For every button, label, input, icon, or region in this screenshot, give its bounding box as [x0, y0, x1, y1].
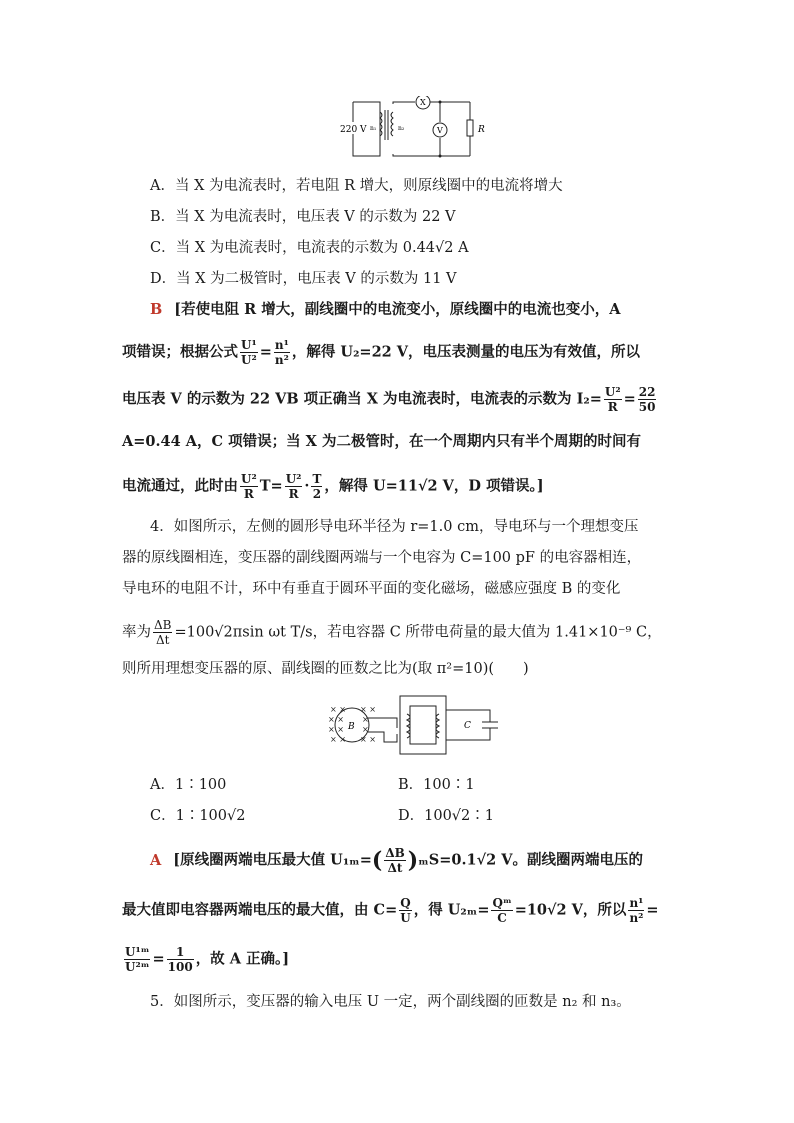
- q3-answer-letter: B: [150, 301, 163, 318]
- svg-text:× ×: × ×: [360, 705, 376, 714]
- q3-answer-line-5: 电流通过，此时由 $\frac{\text{U²}}{R}$ T= $\frac{\text{U²}}{R}$ · $\frac{T}{2}$ ，解得 U=11√2 V，D 项错误。]: [122, 472, 544, 501]
- q3-answer-text-2a: 项错误；根据公式: [122, 343, 238, 361]
- source-label: 220 V: [340, 125, 367, 135]
- q4-option-d: D．100√2∶1: [398, 808, 494, 824]
- q3-option-a: A．当 X 为电流表时，若电阻 R 增大，则原线圈中的电流将增大: [150, 178, 563, 194]
- q4-answer-line-1: A [原线圈两端电压最大值 U₁ₘ=( $\frac{\Delta B}{\Delta t}$ )ₘS=0.1√2 V。副线圈两端电压的: [150, 846, 644, 875]
- q3-answer-line-2: 项错误；根据公式 $\frac{\text{U¹}}{\text{U²}}$ = $\frac{\text{n¹}}{\text{n²}}$ ，解得 U₂=22 V，电压表测量的电压为有效值，所以: [122, 338, 641, 367]
- svg-text:×: ×: [362, 725, 369, 734]
- fraction-n1-n2-answer: $\frac{\text{n¹}}{\text{n²}}$: [629, 896, 644, 925]
- svg-text:× ×: × ×: [328, 725, 344, 734]
- n1-label: n₁: [370, 125, 377, 132]
- b-label: B: [348, 722, 355, 732]
- fraction-db-dt-answer: $\frac{\Delta B}{\Delta t}$: [385, 846, 405, 875]
- q4-line-4: 率为 $\frac{\Delta B}{\Delta t}$ =100√2πsin ωt T/s，若电容器 C 所带电荷量的最大值为 1.41×10⁻⁹ C，: [122, 618, 662, 647]
- svg-text:× ×: × ×: [330, 735, 346, 744]
- q4-line-1: 4．如图所示，左侧的圆形导电环半径为 r=1.0 cm，导电环与一个理想变压: [150, 519, 639, 535]
- resistor-label: R: [478, 125, 485, 135]
- q4-line-2: 器的原线圈相连，变压器的副线圈两端与一个电容为 C=100 pF 的电容器相连，: [122, 550, 642, 566]
- svg-text:×: ×: [362, 715, 369, 724]
- q4-line-5: 则所用理想变压器的原、副线圈的匝数之比为(取 π²=10)( ): [122, 661, 529, 677]
- q3-option-c: C．当 X 为电流表时，电流表的示数为 0.44√2 A: [150, 240, 469, 256]
- q3-option-d: D．当 X 为二极管时，电压表 V 的示数为 11 V: [150, 271, 457, 287]
- svg-text:× ×: × ×: [330, 705, 346, 714]
- n2-label: n₂: [398, 125, 405, 132]
- fraction-u2-r: $\frac{\text{U²}}{R}$: [604, 385, 621, 414]
- fraction-1-100: $\frac{1}{100}$: [167, 945, 193, 974]
- ring-transformer-capacitor-figure: [322, 690, 502, 760]
- q4-line-3: 导电环的电阻不计，环中有垂直于圆环平面的变化磁场，磁感应强度 B 的变化: [122, 581, 621, 597]
- fraction-db-dt: $\frac{\Delta B}{\Delta t}$: [154, 618, 172, 647]
- voltmeter-label: V: [437, 126, 443, 135]
- q3-answer-line-3: 电压表 V 的示数为 22 VB 项正确当 X 为电流表时，电流表的示数为 I₂= $\frac{\text{U²}}{R}$ = $\frac{22}{50}$: [122, 385, 656, 414]
- q5-line-1: 5．如图所示，变压器的输入电压 U 一定，两个副线圈的匝数是 n₂ 和 n₃。: [150, 994, 631, 1010]
- q4-option-b: B．100∶1: [398, 777, 475, 793]
- svg-text:× ×: × ×: [328, 715, 344, 724]
- q4-answer-line-2: 最大值即电容器两端电压的最大值，由 C= $\frac{Q}{U}$ ，得 U₂ₘ= $\frac{\text{Qᵐ}}{C}$ =10√2 V，所以 $\frac{\text{n¹}}{\text{n²}}$ =: [122, 896, 659, 925]
- fraction-22-50: $\frac{22}{50}$: [638, 385, 656, 414]
- fraction-u2-r-a: $\frac{\text{U²}}{R}$: [241, 472, 257, 501]
- q3-answer-line-4: A=0.44 A，C 项错误；当 X 为二极管时，在一个周期内只有半个周期的时间有: [122, 433, 641, 450]
- meter-x-label: X: [420, 98, 426, 107]
- q3-answer-line-1: [150, 300, 621, 320]
- fraction-q-u: $\frac{Q}{U}$: [400, 896, 411, 925]
- q3-answer-text-1: [若使电阻 R 增大，副线圈中的电流变小，原线圈中的电流也变小，A: [174, 301, 621, 318]
- fraction-t-2: $\frac{T}{2}$: [312, 472, 322, 501]
- q3-option-b: B．当 X 为电流表时，电压表 V 的示数为 22 V: [150, 209, 456, 225]
- fraction-n1-n2: $\frac{\text{n¹}}{\text{n²}}$: [274, 338, 289, 367]
- q4-option-c: C．1∶100√2: [150, 808, 246, 824]
- q3-answer-text-2b: ，解得 U₂=22 V，电压表测量的电压为有效值，所以: [291, 343, 641, 361]
- fraction-u1m-u2m: $\frac{\text{U¹ᵐ}}{\text{U²ᵐ}}$: [125, 945, 150, 974]
- transformer-circuit-figure: [335, 96, 495, 162]
- c-label: C: [464, 721, 471, 731]
- fraction-u1-u2: $\frac{\text{U¹}}{\text{U²}}$: [241, 338, 257, 367]
- fraction-qm-c: $\frac{\text{Qᵐ}}{C}$: [492, 896, 512, 925]
- q4-answer-letter: A: [150, 851, 162, 869]
- fraction-u2-r-b: $\frac{\text{U²}}{R}$: [285, 472, 302, 501]
- q3-answer-text-3: 电压表 V 的示数为 22 VB 项正确当 X 为电流表时，电流表的示数为 I₂=: [122, 390, 602, 408]
- q4-option-a: A．1∶100: [150, 777, 227, 793]
- svg-text:× ×: × ×: [360, 735, 376, 744]
- q4-answer-line-3: $\frac{\text{U¹ᵐ}}{\text{U²ᵐ}}$ = $\frac{1}{100}$ ，故 A 正确。]: [125, 945, 290, 974]
